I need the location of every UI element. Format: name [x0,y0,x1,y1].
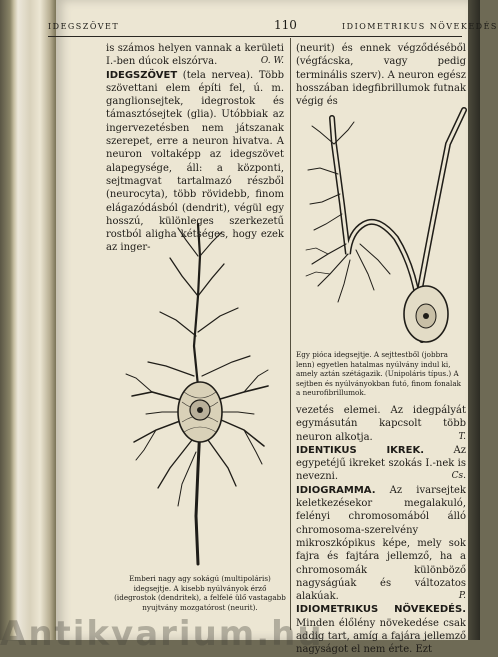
right-column-top [296,42,466,108]
header-left-term: IDEGSZÖVET [48,22,120,31]
page-number: 110 [274,18,297,32]
book-page-edges [0,0,56,640]
multipolar-neuron-illustration [112,216,288,572]
continuation-paragraph [296,404,466,444]
entry-headword: IDIOGRAMMA. [296,484,376,496]
entry-text: (tela nervea). Több szövettani elem építi fel, ú. m. ganglionsejtek, idegrostok és támasztósejtek (glia). Utóbbiak az ingervezetésben nem játszanak szerepet, erre a neuron hivatva. A neuron voltaképp az idegszövet alapegysége, áll: a központi, sejtmagvat tartalmazó részből (neurocyta), több rövidebb, finom elágazódásból (dendrit), végül egy hosszú, különleges szerkezetű rostból aligha kétséges, hogy ezek az inger- [106,69,284,254]
intro-paragraph [106,42,284,69]
right-figure-caption: Egy pióca idegsejtje. A sejttestből (jobbra lenn) egyetlen hatalmas nyúlvány indul ki, amely aztán szétágazik. (Unipoláris típus.) A sejtben és nyúlványokban futó, finom fonalak a neurofibrillumok. [296,350,461,398]
header-right-term: IDIOMETRIKUS NÖVEKEDÉS [342,22,498,31]
identikus-ikrek-entry [296,444,466,484]
right-top-text: (neurit) és ennek végződéséből (végfácska, vagy pedig terminális szerv). A neuron egész hosszában idegfibrillumok futnak végig és [296,43,466,108]
leech-nerve-cell-illustration [298,104,468,348]
entry-signature: Cs. [451,471,466,482]
header-rule [48,36,462,37]
entry-text: Az egypetéjű ikreket szokás I.-nek is nevezni. [296,444,466,483]
intro-text: is számos helyen vannak a kerületi I.-ben dúcok elszórva. [106,43,284,68]
entry-headword: IDIOMETRIKUS NÖVEKEDÉS. [296,604,466,616]
continuation-signature: T. [458,431,466,442]
entry-signature: P. [458,591,466,602]
idiogramma-entry [296,484,466,604]
entry-text: Az ivarsejtek keletkezésekor megalakuló, felényi chromosomából álló chromosoma-szerelvény mikroszkópikus képe, mely sok fajra és fajtára jellemző, ha a chromosomák különböző nagyságúak és változatos alakúak. [296,484,466,603]
left-figure-caption: Emberi nagy agy sokágú (multipoláris) idegsejtje. A kisebb nyúlványok érző (idegrostok (dendritek), a felfelé ülő vastagabb nyujtvány mozgatórost (neurit). [114,574,286,612]
entry-headword: IDENTIKUS IKREK. [296,444,425,456]
intro-signature: O. W. [260,56,284,67]
entry-headword: IDEGSZÖVET [106,69,178,81]
book-gutter-shadow [468,0,480,640]
column-divider [290,38,291,630]
watermark-text: Antikvarium.hu [0,614,324,654]
entry-text: Minden élőlény növekedése csak addig tart, amíg a fajára jellemző nagyságot el nem érte. Ezt [296,617,466,656]
continuation-text: vezetés elemei. Az idegpályát egymásután kapcsolt több neuron alkotja. [296,405,466,443]
running-header [48,18,498,36]
